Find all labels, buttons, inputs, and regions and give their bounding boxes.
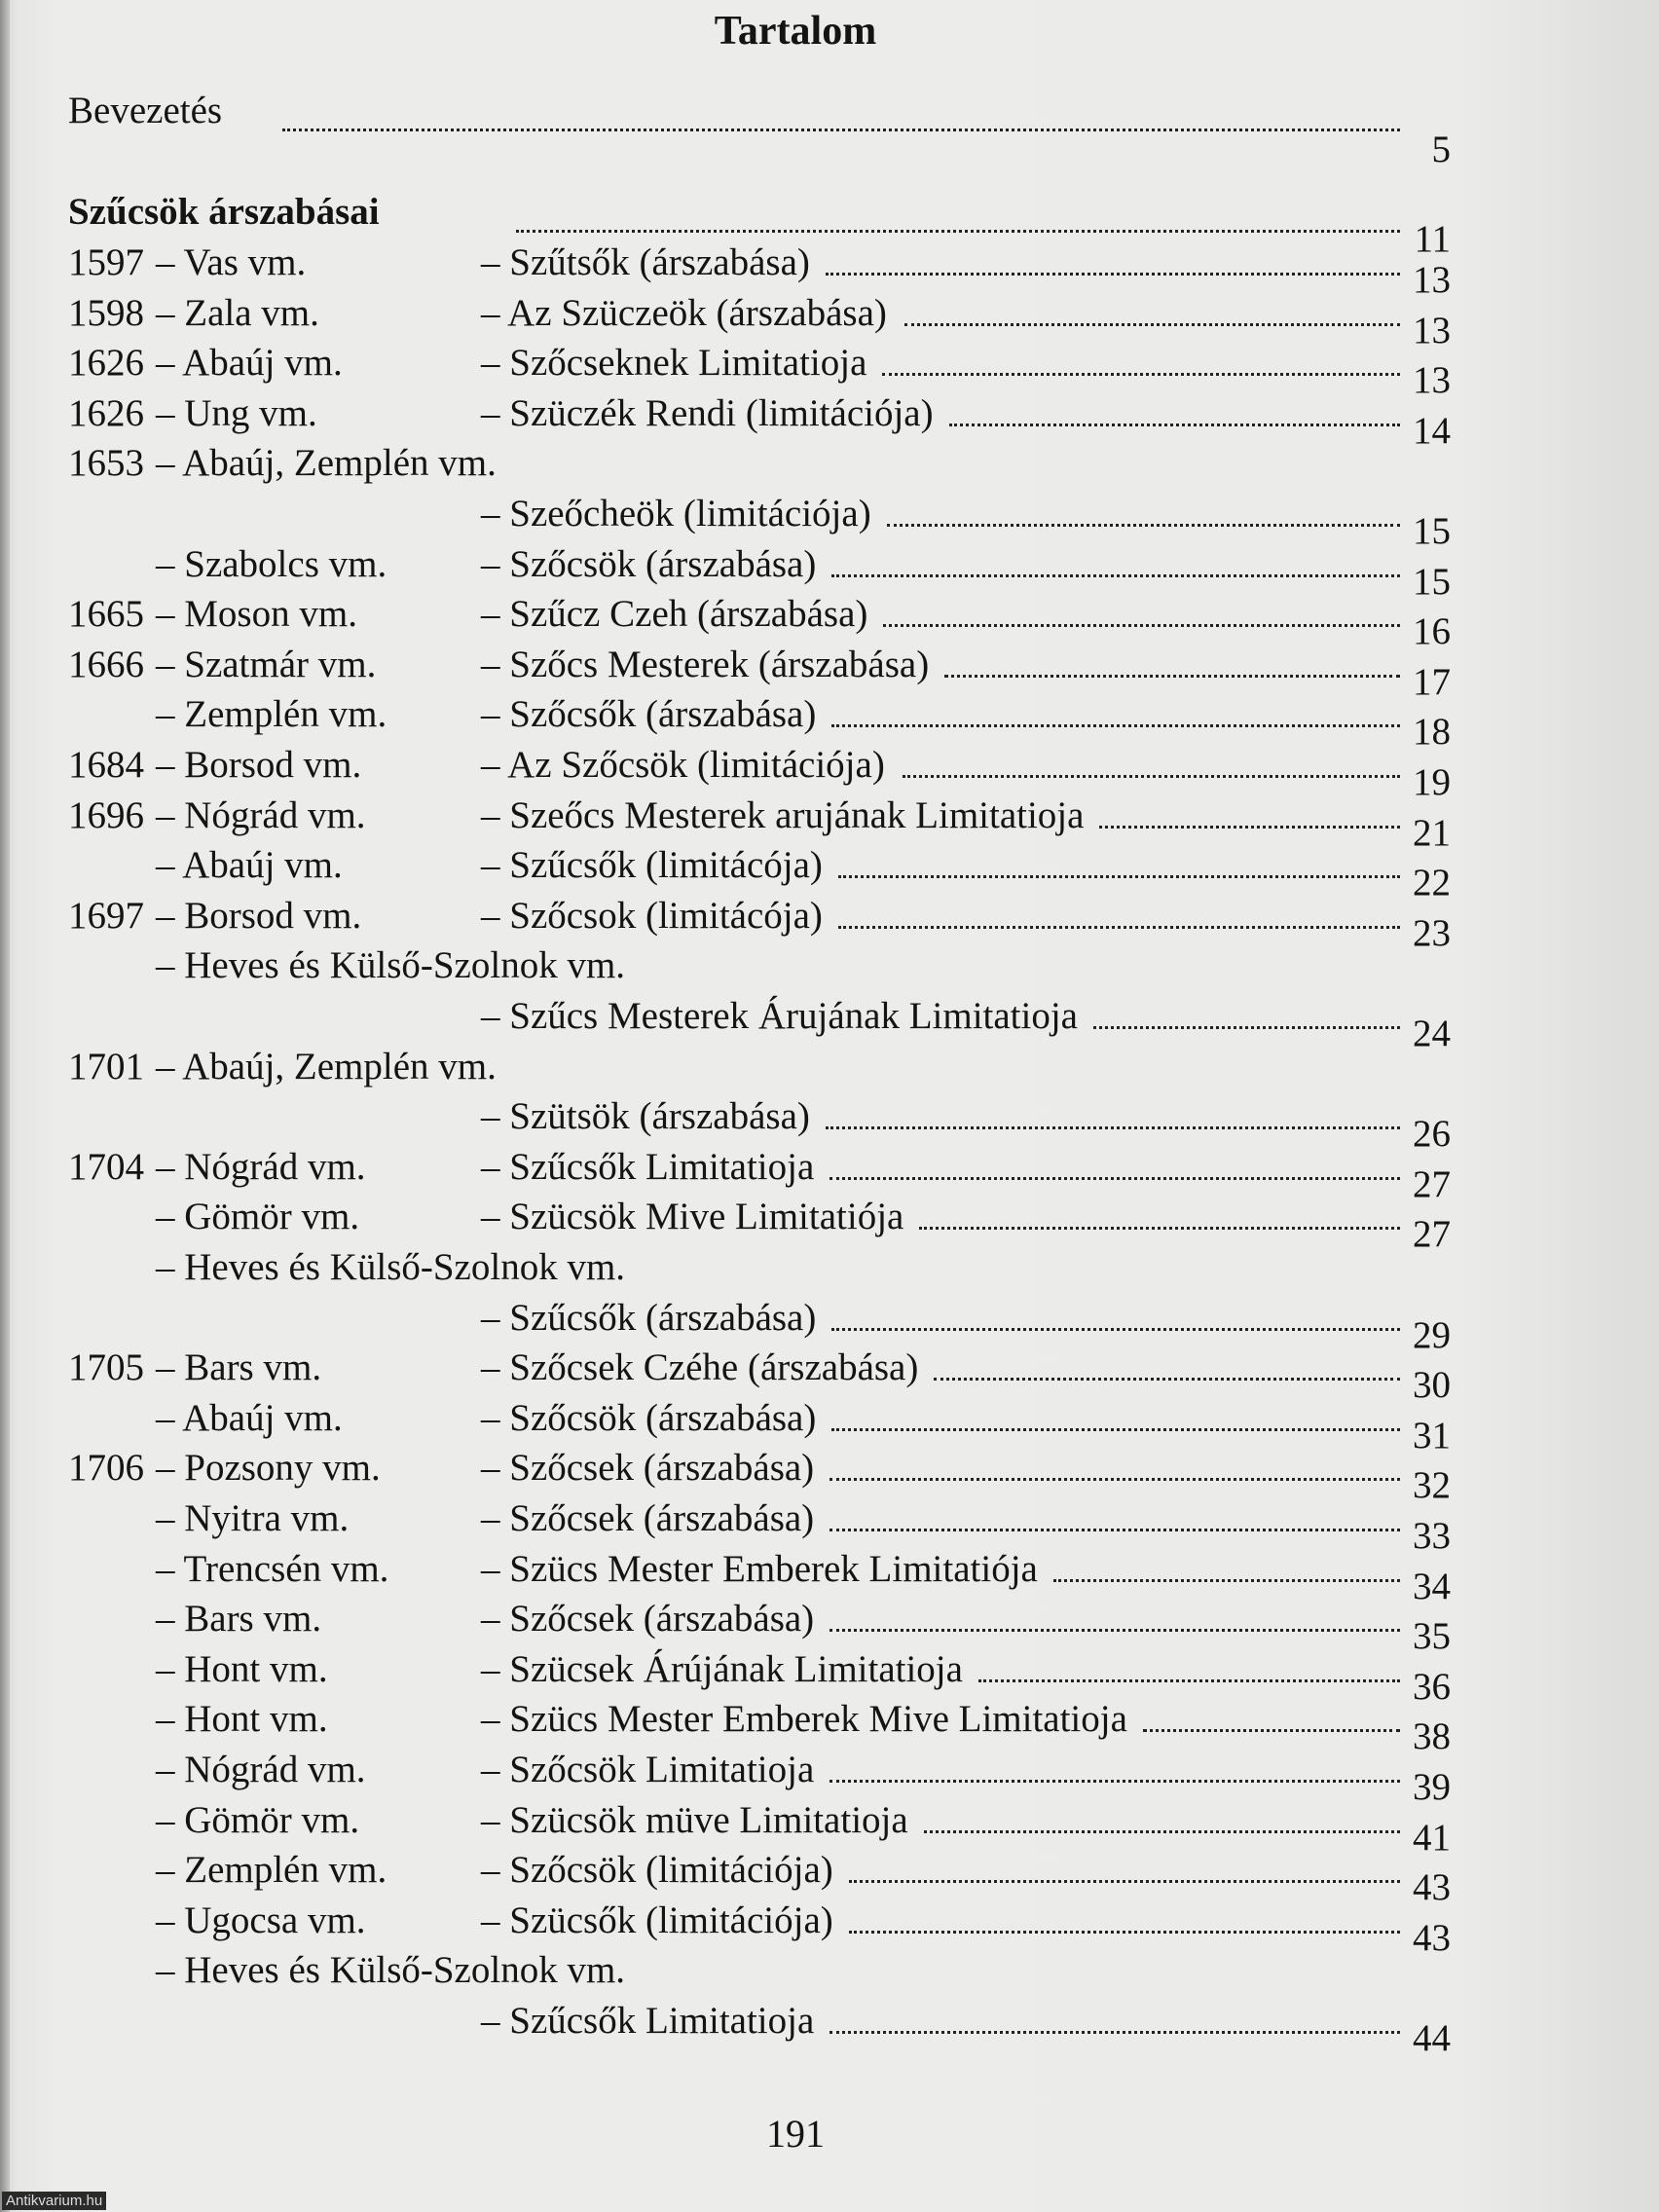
toc-description: – Szűcsők (árszabása) bbox=[481, 1296, 817, 1339]
toc-dot-leader bbox=[282, 129, 1400, 131]
toc-description: – Szőcsök Limitatioja bbox=[481, 1749, 815, 1790]
toc-page-number: 34 bbox=[1413, 1565, 1451, 1607]
toc-year: 1626 bbox=[68, 342, 144, 385]
toc-page-number: 13 bbox=[1413, 259, 1451, 301]
toc-page-number: 24 bbox=[1413, 1013, 1451, 1054]
toc-dot-leader bbox=[830, 2031, 1400, 2034]
toc-county: – Heves és Külső-Szolnok vm. bbox=[156, 1246, 626, 1288]
toc-page-number: 13 bbox=[1413, 309, 1451, 351]
page-number: 191 bbox=[766, 2112, 825, 2156]
toc-dot-leader bbox=[883, 624, 1400, 627]
toc-county: – Zemplén vm. bbox=[156, 693, 387, 736]
toc-page-number: 14 bbox=[1413, 409, 1451, 452]
toc-entry bbox=[0, 2000, 1659, 2058]
toc-dot-leader bbox=[826, 1126, 1400, 1129]
toc-year: 1666 bbox=[68, 643, 144, 685]
toc-description: – Szücs Mester Emberek Limitatiója bbox=[481, 1547, 1038, 1590]
toc-description: – Szűcz Czeh (árszabása) bbox=[481, 593, 868, 636]
toc-page-number: 33 bbox=[1413, 1515, 1451, 1557]
toc-year: 1626 bbox=[68, 391, 144, 434]
toc-description: – Szűcsők Limitatioja bbox=[481, 1145, 815, 1188]
toc-description: – Szőcsek (árszabása) bbox=[481, 1497, 815, 1539]
toc-year: 1704 bbox=[68, 1145, 144, 1188]
toc-description: – Szőcsök (árszabása) bbox=[481, 542, 817, 585]
toc-county: – Bars vm. bbox=[156, 1598, 322, 1641]
toc-dot-leader bbox=[838, 875, 1400, 878]
toc-dot-leader bbox=[831, 724, 1400, 727]
toc-dot-leader bbox=[831, 1328, 1400, 1331]
toc-county: – Nógrád vm. bbox=[156, 1749, 366, 1790]
toc-dot-leader bbox=[1053, 1579, 1400, 1582]
toc-description: – Szőcs Mesterek (árszabása) bbox=[481, 643, 930, 685]
toc-description: – Szőcsok (limitácója) bbox=[481, 894, 823, 937]
toc-description: – Szűtsők (árszabása) bbox=[481, 241, 810, 283]
toc-dot-leader bbox=[849, 1880, 1400, 1883]
toc-year: 1598 bbox=[68, 291, 144, 334]
toc-entry bbox=[0, 90, 1659, 170]
toc-dot-leader bbox=[830, 1177, 1400, 1180]
toc-description: – Szütsök (árszabása) bbox=[481, 1095, 810, 1138]
toc-year: 1697 bbox=[68, 894, 144, 937]
toc-dot-leader bbox=[978, 1679, 1400, 1682]
toc-page-number: 15 bbox=[1413, 510, 1451, 552]
toc-dot-leader bbox=[831, 574, 1400, 577]
toc-county: – Zala vm. bbox=[156, 291, 319, 334]
toc-dot-leader bbox=[944, 675, 1400, 678]
toc-dot-leader bbox=[830, 1780, 1400, 1783]
toc-county: – Nógrád vm. bbox=[156, 1145, 366, 1188]
toc-county: – Moson vm. bbox=[156, 593, 357, 636]
toc-page-number: 19 bbox=[1413, 761, 1451, 803]
toc-county: – Ung vm. bbox=[156, 391, 317, 434]
toc-page-number: 35 bbox=[1413, 1615, 1451, 1658]
toc-year: 1705 bbox=[68, 1346, 144, 1389]
toc-page-number: 30 bbox=[1413, 1364, 1451, 1407]
toc-dot-leader bbox=[924, 1830, 1400, 1833]
toc-dot-leader bbox=[830, 1529, 1400, 1531]
toc-page-number: 27 bbox=[1413, 1213, 1451, 1256]
toc-page-number: 44 bbox=[1413, 2017, 1451, 2059]
toc-dot-leader bbox=[1099, 826, 1400, 829]
toc-description: – Szőcsek (árszabása) bbox=[481, 1598, 815, 1641]
toc-description: – Szeőcs Mesterek arujának Limitatioja bbox=[481, 793, 1085, 836]
toc-page-number: 17 bbox=[1413, 660, 1451, 703]
toc-dot-leader bbox=[904, 323, 1400, 326]
toc-page-number: 43 bbox=[1413, 1866, 1451, 1909]
toc-year: 1706 bbox=[68, 1447, 144, 1490]
toc-description: – Szőcsek (árszabása) bbox=[481, 1447, 815, 1490]
toc-county: – Gömör vm. bbox=[156, 1196, 360, 1238]
toc-description: – Szőcseknek Limitatioja bbox=[481, 342, 867, 385]
toc-dot-leader bbox=[831, 1428, 1400, 1431]
toc-page-number: 22 bbox=[1413, 862, 1451, 904]
toc-description: – Szücs Mester Emberek Mive Limitatioja bbox=[481, 1698, 1127, 1741]
toc-dot-leader bbox=[887, 524, 1400, 527]
toc-county: – Pozsony vm. bbox=[156, 1447, 381, 1490]
toc-page-number: 41 bbox=[1413, 1816, 1451, 1859]
toc-dot-leader bbox=[1093, 1026, 1400, 1029]
toc-county: – Abaúj, Zemplén vm. bbox=[156, 442, 497, 485]
toc-county: – Abaúj vm. bbox=[156, 342, 343, 385]
toc-entry bbox=[0, 191, 1659, 260]
toc-page-number: 5 bbox=[1431, 129, 1451, 170]
toc-page-number: 26 bbox=[1413, 1113, 1451, 1156]
toc-county: – Heves és Külső-Szolnok vm. bbox=[156, 944, 626, 987]
toc-dot-leader bbox=[830, 1478, 1400, 1481]
toc-dot-leader bbox=[826, 273, 1400, 276]
toc-county: – Abaúj vm. bbox=[156, 1396, 343, 1439]
toc-dot-leader bbox=[949, 424, 1400, 426]
toc-county: – Szatmár vm. bbox=[156, 643, 377, 685]
toc-year: 1653 bbox=[68, 442, 144, 485]
toc-description: – Szücsök Mive Limitatiója bbox=[481, 1196, 904, 1238]
toc-description: – Szüczék Rendi (limitációja) bbox=[481, 391, 934, 434]
toc-page-number: 11 bbox=[1414, 218, 1451, 260]
toc-page-number: 18 bbox=[1413, 711, 1451, 754]
toc-county: – Zemplén vm. bbox=[156, 1849, 387, 1892]
toc-description: – Szűcsők (limitácója) bbox=[481, 844, 823, 887]
toc-description: – Szűcsők Limitatioja bbox=[481, 2000, 815, 2042]
toc-description: – Szücsők (limitációja) bbox=[481, 1899, 833, 1941]
toc-year: 1701 bbox=[68, 1045, 144, 1088]
toc-page-number: 13 bbox=[1413, 359, 1451, 402]
toc-description: – Szücsök müve Limitatioja bbox=[481, 1798, 908, 1841]
toc-description: – Szücsek Árújának Limitatioja bbox=[481, 1647, 963, 1690]
toc-county: – Abaúj vm. bbox=[156, 844, 343, 887]
toc-year: 1597 bbox=[68, 241, 144, 283]
toc-dot-leader bbox=[838, 926, 1400, 929]
toc-description: – Az Szőcsök (limitációja) bbox=[481, 744, 885, 786]
toc-description: – Szőcsők (árszabása) bbox=[481, 693, 817, 736]
toc-description: – Szőcsök (limitációja) bbox=[481, 1849, 833, 1892]
toc-county: – Hont vm. bbox=[156, 1698, 328, 1741]
toc-dot-leader bbox=[516, 230, 1400, 233]
toc-dot-leader bbox=[903, 775, 1400, 778]
toc-dot-leader bbox=[1143, 1729, 1400, 1732]
toc-page-number: 15 bbox=[1413, 560, 1451, 603]
toc-year: 1684 bbox=[68, 744, 144, 786]
toc-description: – Az Szüczeök (árszabása) bbox=[481, 291, 887, 334]
toc-county: – Trencsén vm. bbox=[156, 1547, 389, 1590]
toc-page-number: 39 bbox=[1413, 1766, 1451, 1808]
toc-county: – Nyitra vm. bbox=[156, 1497, 350, 1539]
toc-county: – Abaúj, Zemplén vm. bbox=[156, 1045, 497, 1088]
toc-dot-leader bbox=[919, 1227, 1400, 1230]
toc-dot-leader bbox=[882, 373, 1400, 376]
toc-section-title: Bevezetés bbox=[68, 90, 223, 131]
toc-description: – Szőcsök (árszabása) bbox=[481, 1396, 817, 1439]
toc-dot-leader bbox=[934, 1378, 1400, 1381]
toc-county: – Gömör vm. bbox=[156, 1798, 360, 1841]
toc-county: – Hont vm. bbox=[156, 1647, 328, 1690]
toc-county: – Nógrád vm. bbox=[156, 793, 366, 836]
toc-page-number: 31 bbox=[1413, 1414, 1451, 1456]
toc-page-number: 29 bbox=[1413, 1313, 1451, 1356]
toc-dot-leader bbox=[830, 1629, 1400, 1632]
toc-page-number: 38 bbox=[1413, 1715, 1451, 1758]
toc-county: – Borsod vm. bbox=[156, 744, 362, 786]
toc-year: 1665 bbox=[68, 593, 144, 636]
toc-county: – Borsod vm. bbox=[156, 894, 362, 937]
toc-page-number: 43 bbox=[1413, 1916, 1451, 1959]
toc-page-number: 21 bbox=[1413, 811, 1451, 854]
watermark: Antikvarium.hu bbox=[2, 2192, 106, 2210]
toc-description: – Szeőcheök (limitációja) bbox=[481, 493, 871, 535]
toc-county: – Vas vm. bbox=[156, 241, 307, 283]
toc-description: – Szőcsek Czéhe (árszabása) bbox=[481, 1346, 919, 1389]
toc-page-number: 27 bbox=[1413, 1162, 1451, 1205]
toc-page-number: 16 bbox=[1413, 610, 1451, 653]
toc-page-number: 36 bbox=[1413, 1665, 1451, 1708]
toc-dot-leader bbox=[849, 1931, 1400, 1934]
page-title: Tartalom bbox=[714, 9, 877, 54]
toc-page-number: 23 bbox=[1413, 911, 1451, 954]
toc-county: – Szabolcs vm. bbox=[156, 542, 387, 585]
toc-county: – Ugocsa vm. bbox=[156, 1899, 366, 1941]
toc-county: – Heves és Külső-Szolnok vm. bbox=[156, 1949, 626, 1992]
toc-section-title: Szűcsök árszabásai bbox=[68, 191, 380, 233]
toc-county: – Bars vm. bbox=[156, 1346, 322, 1389]
toc-year: 1696 bbox=[68, 793, 144, 836]
toc-description: – Szűcs Mesterek Árujának Limitatioja bbox=[481, 995, 1078, 1037]
toc-page-number: 32 bbox=[1413, 1464, 1451, 1507]
